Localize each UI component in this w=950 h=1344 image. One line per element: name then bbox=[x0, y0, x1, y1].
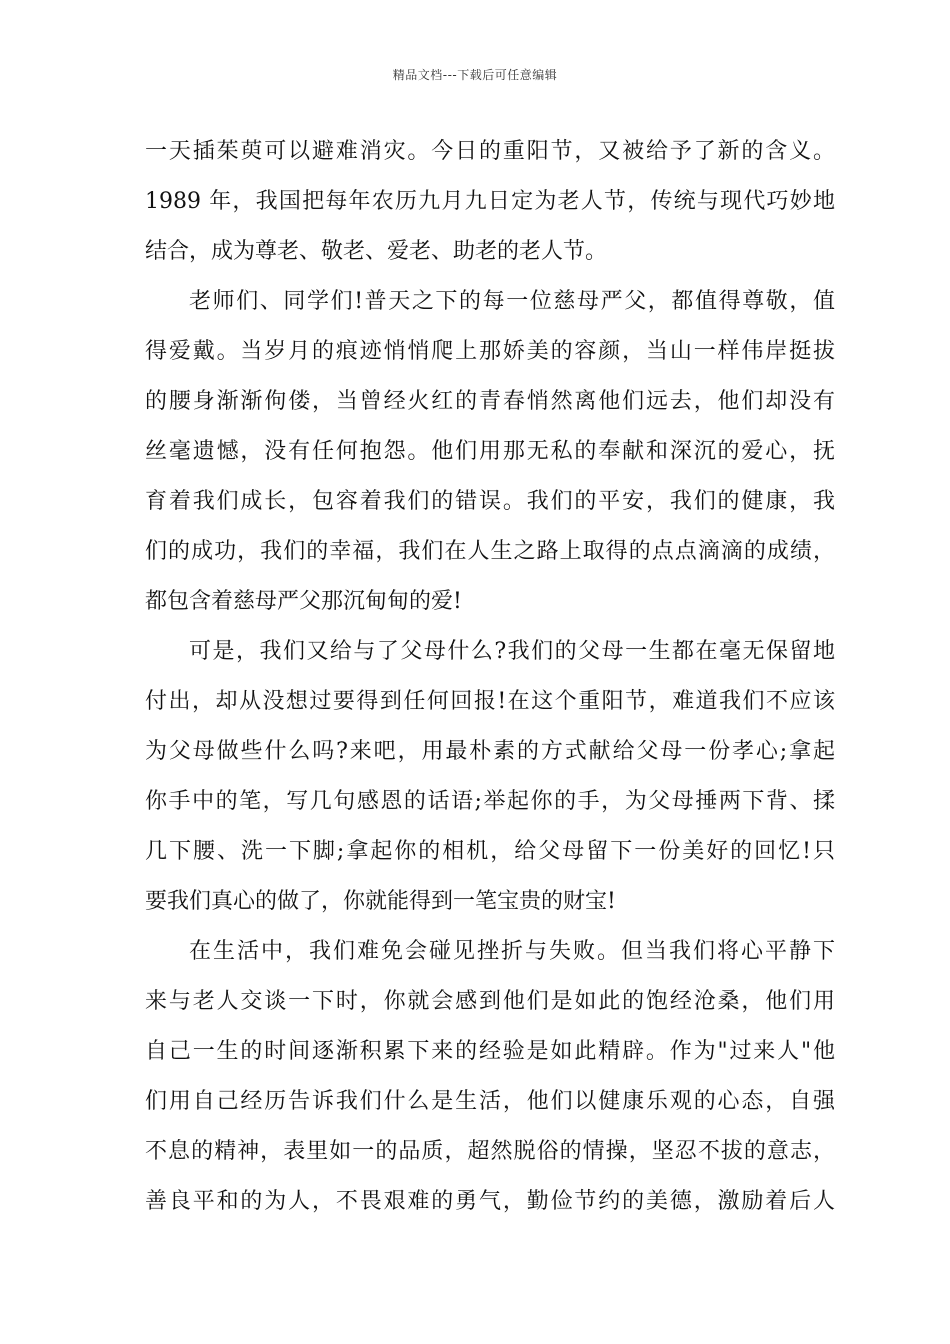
text-line: 在生活中，我们难免会碰见挫折与失败。但当我们将心平静下 bbox=[189, 939, 835, 964]
text-line: 育着我们成长，包容着我们的错误。我们的平安，我们的健康，我 bbox=[145, 489, 835, 514]
text-line: 结合，成为尊老、敬老、爱老、助老的老人节。 bbox=[145, 239, 608, 264]
text-line: 的腰身渐渐佝偻，当曾经火红的青春悄然离他们远去，他们却没有 bbox=[145, 389, 835, 414]
text-line: 丝毫遗憾，没有任何抱怨。他们用那无私的奉献和深沉的爱心，抚 bbox=[145, 439, 835, 464]
text-line: 得爱戴。当岁月的痕迹悄悄爬上那娇美的容颜，当山一样伟岸挺拔 bbox=[145, 339, 835, 364]
text-line: 们用自己经历告诉我们什么是生活，他们以健康乐观的心态，自强 bbox=[145, 1089, 835, 1114]
page-header: 精品文档---下载后可任意编辑 bbox=[392, 68, 558, 82]
text-line: 善良平和的为人，不畏艰难的勇气，勤俭节约的美德，激励着后人 bbox=[145, 1189, 835, 1214]
text-line: 都包含着慈母严父那沉甸甸的爱! bbox=[145, 589, 462, 614]
text-line: 要我们真心的做了，你就能得到一笔宝贵的财宝! bbox=[145, 889, 616, 914]
text-line: 1989 年，我国把每年农历九月九日定为老人节，传统与现代巧妙地 bbox=[145, 189, 835, 214]
text-line: 付出，却从没想过要得到任何回报!在这个重阳节，难道我们不应该 bbox=[145, 689, 835, 714]
text-line: 你手中的笔，写几句感恩的话语;举起你的手，为父母捶两下背、揉 bbox=[145, 789, 835, 814]
text-line: 几下腰、洗一下脚;拿起你的相机，给父母留下一份美好的回忆!只 bbox=[145, 839, 835, 864]
text-line: 老师们、同学们!普天之下的每一位慈母严父，都值得尊敬，值 bbox=[189, 289, 835, 314]
document-body bbox=[145, 127, 835, 1227]
text-line: 不息的精神，表里如一的品质，超然脱俗的情操，坚忍不拔的意志， bbox=[145, 1139, 835, 1164]
text-line: 为父母做些什么吗?来吧，用最朴素的方式献给父母一份孝心;拿起 bbox=[145, 739, 835, 764]
text-line: 自己一生的时间逐渐积累下来的经验是如此精辟。作为"过来人"他 bbox=[145, 1039, 835, 1064]
text-line: 们的成功，我们的幸福，我们在人生之路上取得的点点滴滴的成绩， bbox=[145, 539, 835, 564]
text-line: 来与老人交谈一下时，你就会感到他们是如此的饱经沧桑，他们用 bbox=[145, 989, 835, 1014]
text-line: 一天插茱萸可以避难消灾。今日的重阳节，又被给予了新的含义。 bbox=[145, 139, 835, 164]
text-line: 可是，我们又给与了父母什么?我们的父母一生都在毫无保留地 bbox=[189, 639, 835, 664]
